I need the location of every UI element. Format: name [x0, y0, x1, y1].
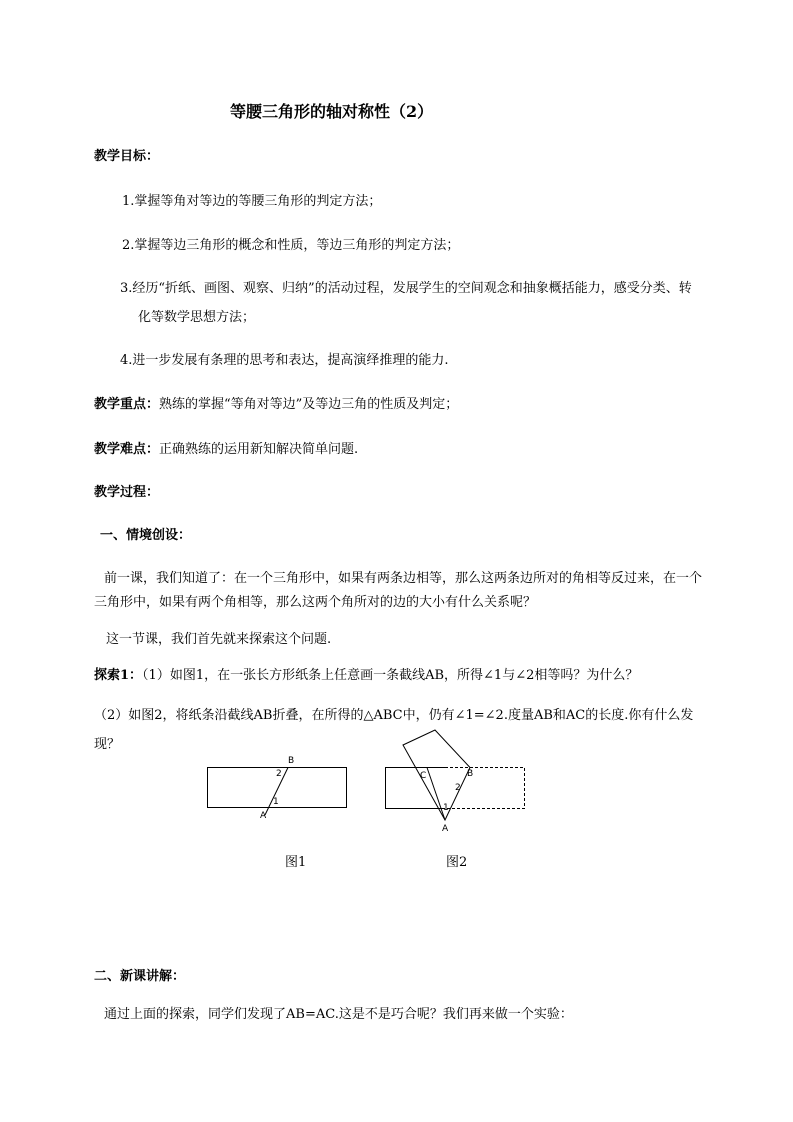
figure-1-caption: 图1	[285, 855, 307, 870]
section1-heading: 一、情境创设：	[100, 528, 192, 543]
figure-1-diagram	[200, 755, 355, 825]
difficulty-text: 正确熟练的运用新知解决简单问题.	[159, 442, 359, 457]
figure-1-angle-1: 1	[273, 797, 279, 807]
objectives-heading: 教学目标：	[94, 149, 160, 164]
objective-item-3: 3.经历“折纸、画图、观察、归纳”的活动过程，发展学生的空间观念和抽象概括能力，感受分类、转	[120, 281, 692, 296]
figure-2-angle-1: 1	[443, 803, 449, 813]
figure-2-label-a: A	[442, 824, 449, 834]
section1-para1-line2: 三角形中，如果有两个角相等，那么这两个角所对的边的大小有什么关系呢？	[94, 595, 537, 610]
figure-1-angle-2: 2	[276, 769, 282, 779]
key-point-text: 熟练的掌握“等角对等边”及等边三角的性质及判定；	[159, 397, 459, 412]
objective-item-4: 4.进一步发展有条理的思考和表达，提高演绎推理的能力.	[120, 353, 449, 368]
figure-2-angle-2: 2	[455, 783, 461, 793]
figure-2-diagram	[380, 728, 530, 836]
key-point	[94, 393, 458, 412]
figure-2-caption: 图2	[446, 855, 468, 870]
figure-2-label-b: B	[467, 769, 474, 779]
section2-text: 通过上面的探索，同学们发现了AB=AC.这是不是巧合呢？我们再来做一个实验：	[104, 1007, 573, 1022]
figure-1-label-b: B	[288, 756, 295, 766]
explore-q1-text: （1）如图1，在一张长方形纸条上任意画一条截线AB，所得∠1与∠2相等吗？为什么？	[142, 668, 639, 683]
figure-2-folded-flap	[403, 730, 470, 820]
difficulty	[94, 438, 358, 457]
objective-item-1: 1.掌握等角对等边的等腰三角形的判定方法；	[122, 194, 382, 209]
process-heading: 教学过程：	[94, 485, 160, 500]
figure-2-strip-solid	[386, 768, 446, 809]
figure-1-label-a: A	[260, 811, 267, 821]
section1-para1-line1: 前一课，我们知道了：在一个三角形中，如果有两条边相等，那么这两条边所对的角相等反过来，在一个	[104, 571, 703, 586]
explore-question-2-line2: 现？	[94, 737, 121, 752]
objective-item-2: 2.掌握等边三角形的概念和性质，等边三角形的判定方法；	[122, 238, 460, 253]
explore-question-1	[94, 664, 638, 683]
key-point-label: 教学重点：	[94, 397, 160, 412]
section2-heading: 二、新课讲解：	[94, 969, 186, 984]
explore-label: 探索1：	[94, 668, 143, 683]
page-title: 等腰三角形的轴对称性（2）	[230, 102, 434, 121]
figure-2-label-c: C	[420, 771, 427, 781]
difficulty-label: 教学难点：	[94, 442, 160, 457]
objective-item-3-cont: 化等数学思想方法；	[138, 310, 256, 325]
section1-para2: 这一节课，我们首先就来探索这个问题.	[106, 632, 332, 647]
explore-question-2-line1: （2）如图2，将纸条沿截线AB折叠，在所得的△ABC中，仍有∠1=∠2.度量AB和AC的长度.你有什么发	[94, 708, 694, 723]
